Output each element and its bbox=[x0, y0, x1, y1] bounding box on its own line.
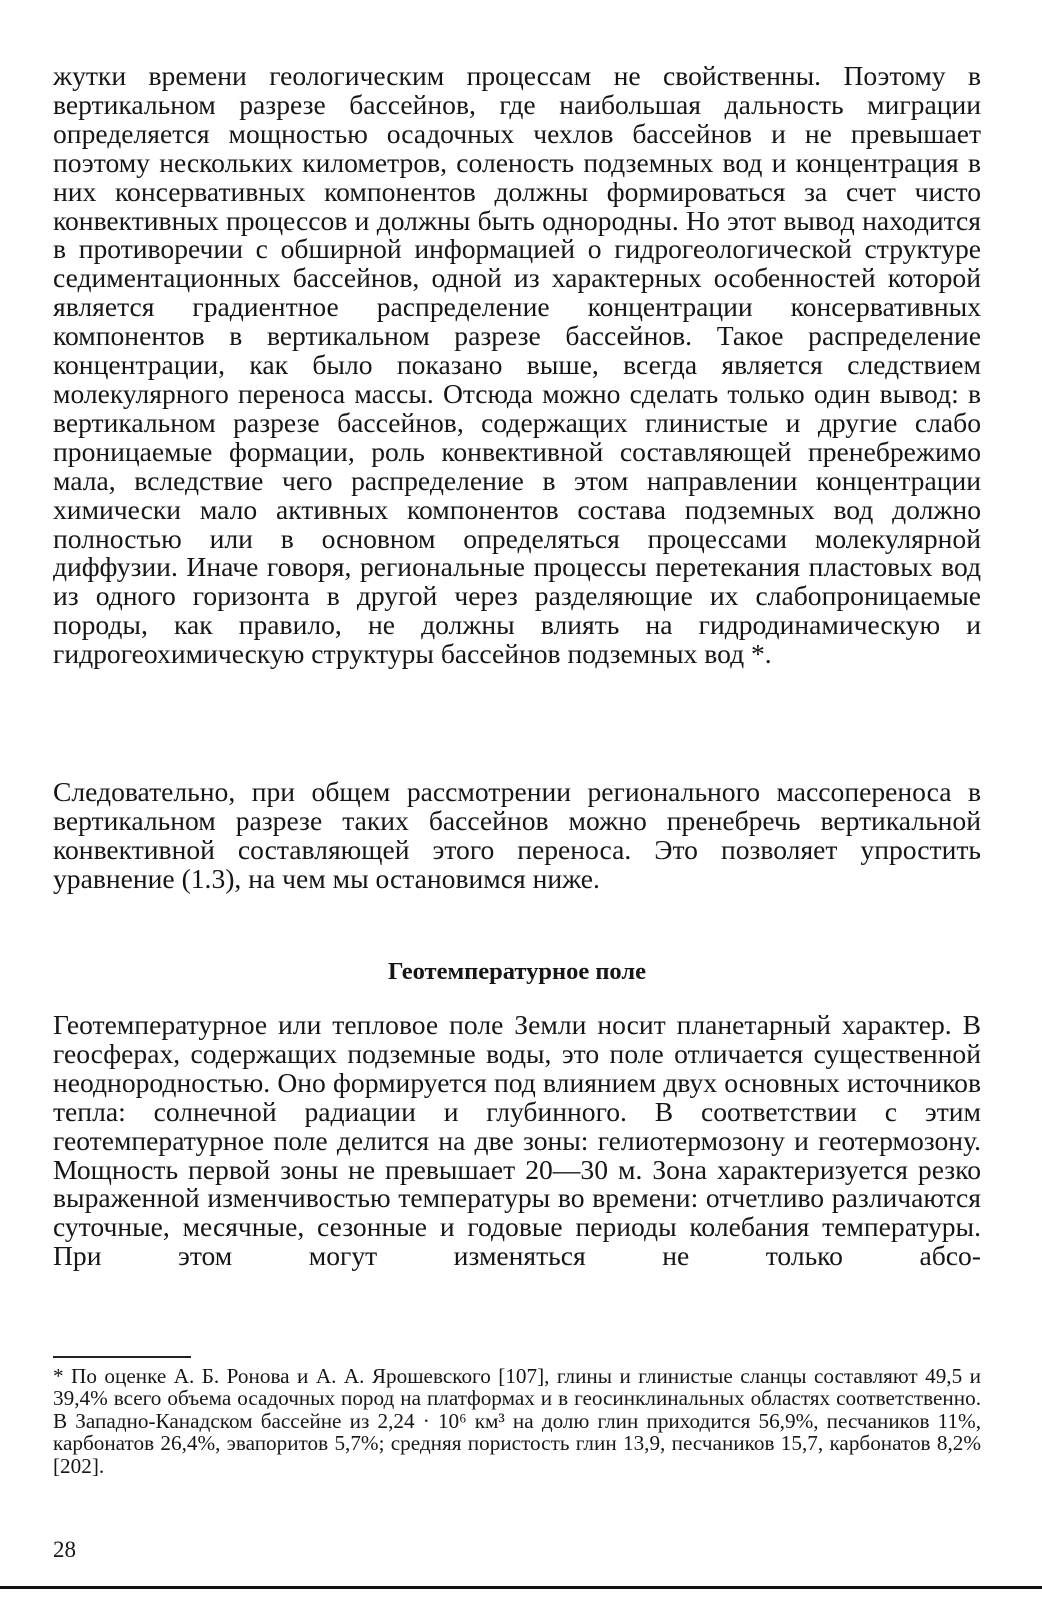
paragraph-1: жутки времени геологическим процессам не свойственны. Поэтому в вертикальном разрезе бассейнов, где наибольшая дальность миграции определяется мощностью осадочных чехлов бассейнов и не превышает поэтому нескольких километров, соленость подземных вод и концентрация в них консервативных компонентов должны формироваться за счет чисто конвективных процессов и должны быть однородны. Но этот вывод находится в противоречии с обширной информацией о гидрогеологической структуре седиментационных бассейнов, одной из характерных особенностей которой является градиентное распределение концентрации консервативных компонентов в вертикальном разрезе бассейнов. Такое распределение концентрации, как было показано выше, всегда является следствием молекулярного переноса массы. Отсюда можно сделать только один вывод: в вертикальном разрезе бассейнов, содержащих глинистые и другие слабо проницаемые формации, роль конвективной составляющей пренебрежимо мала, вследствие чего распределение в этом направлении концентрации химически мало активных компонентов состава подземных вод должно полностью или в основном определяться процессами молекулярной диффузии. Иначе говоря, региональные процессы перетекания пластовых вод из одного горизонта в другой через разделяющие их слабопроницаемые породы, как правило, не должны влиять на гидродинамическую и гидрогеохимическую структуры бассейнов подземных вод *. bbox=[53, 60, 981, 670]
section-heading: Геотемпературное поле bbox=[388, 958, 646, 985]
footnote-divider bbox=[53, 1356, 191, 1358]
scan-edge-line bbox=[0, 1586, 1042, 1589]
paragraph-2: Следовательно, при общем рассмотрении регионального массопереноса в вертикальном разрезе таких бассейнов можно пренебречь вертикальной конвективной составляющей этого переноса. Это позволяет упростить уравнение (1.3), на чем мы остановимся ниже. bbox=[53, 776, 981, 894]
paragraph-3: Геотемпературное или тепловое поле Земли носит планетарный характер. В геосферах, содержащих подземные воды, это поле отличается существенной неоднородностью. Оно формируется под влиянием двух основных источников тепла: солнечной радиации и глубинного. В соответствии с этим геотемпературное поле делится на две зоны: гелиотермозону и геотермозону. Мощность первой зоны не превышает 20—30 м. Зона характеризуется резко выраженной изменчивостью температуры во времени: отчетливо различаются суточные, месячные, сезонные и годовые периоды колебания температуры. При этом могут изменяться не только абсо- bbox=[53, 1009, 981, 1272]
footnote: * По оценке А. Б. Ронова и А. А. Ярошевского [107], глины и глинистые сланцы составляют 49,5 и 39,4% всего объема осадочных пород на платформах и в геосинклинальных областях соответственно. В Западно-Канадском бассейне из 2,24 · 10⁶ км³ на долю глин приходится 56,9%, песчаников 11%, карбонатов 26,4%, эвапоритов 5,7%; средняя пористость глин 13,9, песчаников 15,7, карбонатов 8,2% [202]. bbox=[53, 1364, 981, 1478]
page-number: 28 bbox=[53, 1537, 76, 1562]
